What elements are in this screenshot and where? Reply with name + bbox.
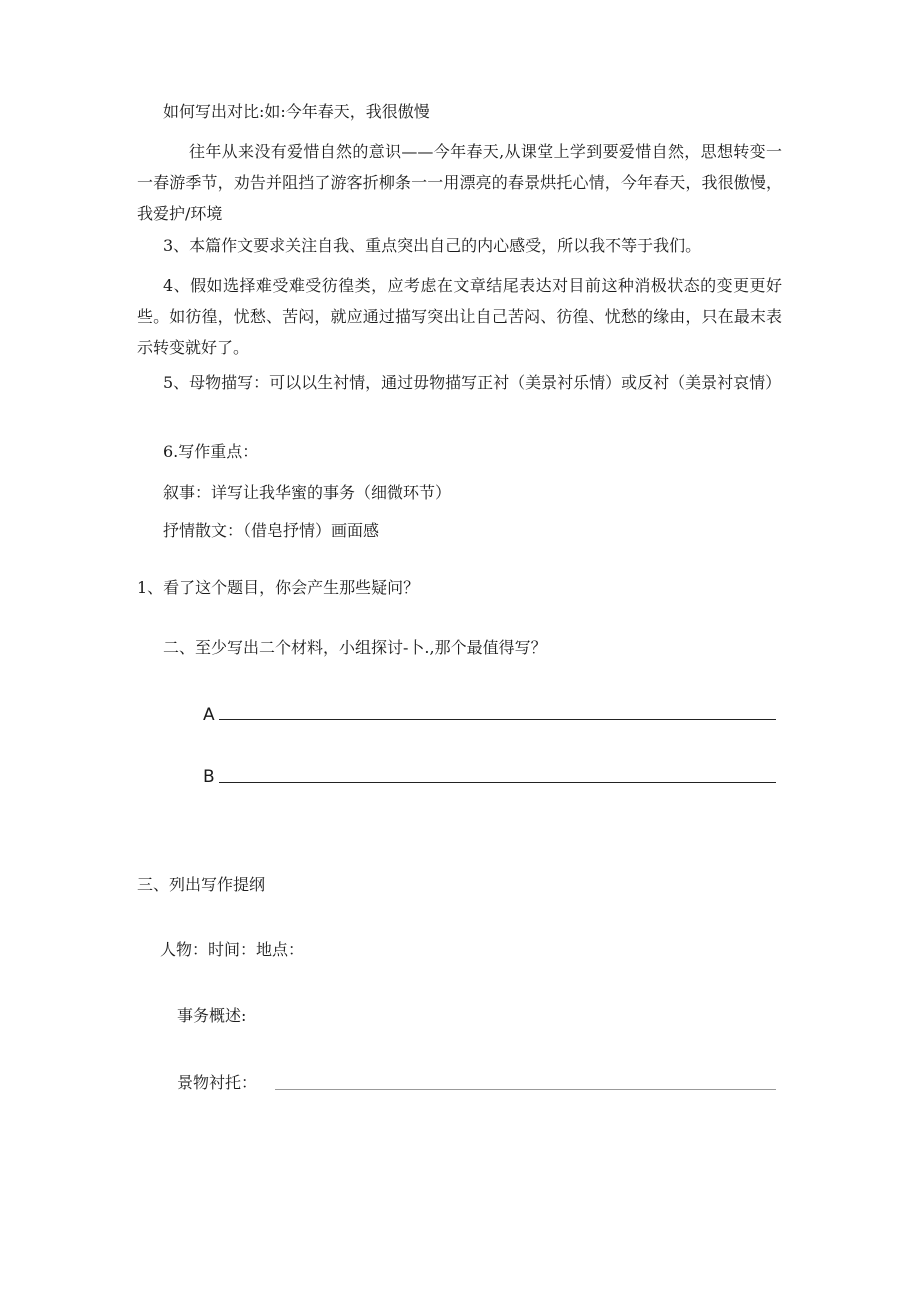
point-4-text: 4、假如选择难受难受彷徨类，应考虑在文章结尾表达对目前这种消极状态的变更更好些。如彷徨，忧愁、苦闷，就应通过描写突出让自己苦闷、彷徨、忧愁的缘由，只在最末表示转变就好了。	[137, 276, 782, 357]
outline-people-time-place: 人物：时间：地点：	[160, 940, 305, 959]
outline-event-summary: 事务概述:	[177, 1006, 247, 1025]
point-5	[137, 367, 782, 398]
contrast-heading: 如何写出对比:如:今年春天，我很傲慢	[163, 102, 430, 121]
question-1: 1、看了这个题目，你会产生那些疑问？	[137, 578, 420, 597]
contrast-paragraph-text: 往年从来没有爱惜自然的意识——今年春天,从课堂上学到要爱惜自然，思想转变一一春游季节，劝告并阻挡了游客折柳条一一用漂亮的春景烘托心情，今年春天，我很傲慢，我爱护/环境	[137, 142, 782, 223]
outline-scenery-line[interactable]	[275, 1089, 776, 1090]
blank-a-line[interactable]	[219, 719, 776, 720]
contrast-paragraph	[137, 136, 782, 229]
point-5-text: 5、母物描写：可以以生衬情，通过毋物描写正衬（美景衬乐情）或反衬（美景衬哀情）	[163, 373, 782, 392]
blank-b-line[interactable]	[219, 782, 776, 783]
blank-a-label: A	[203, 705, 215, 725]
narrative-note: 叙事：详写让我华蜜的事务（细微环节）	[163, 483, 452, 502]
lyrical-note: 抒情散文：（借皂抒情）画面感	[163, 521, 380, 540]
point-6: 6.写作重点：	[163, 442, 259, 461]
section-2-heading: 二、至少写出二个材料，小组探讨-卜.,那个最值得写？	[163, 638, 547, 657]
section-3-heading: 三、列出写作提纲	[137, 875, 266, 894]
outline-scenery-label: 景物衬托：	[177, 1073, 258, 1092]
blank-b-label: B	[203, 767, 215, 787]
point-3: 3、本篇作文要求关注自我、重点突出自己的内心感受，所以我不等于我们。	[163, 236, 702, 255]
point-4	[137, 270, 782, 363]
